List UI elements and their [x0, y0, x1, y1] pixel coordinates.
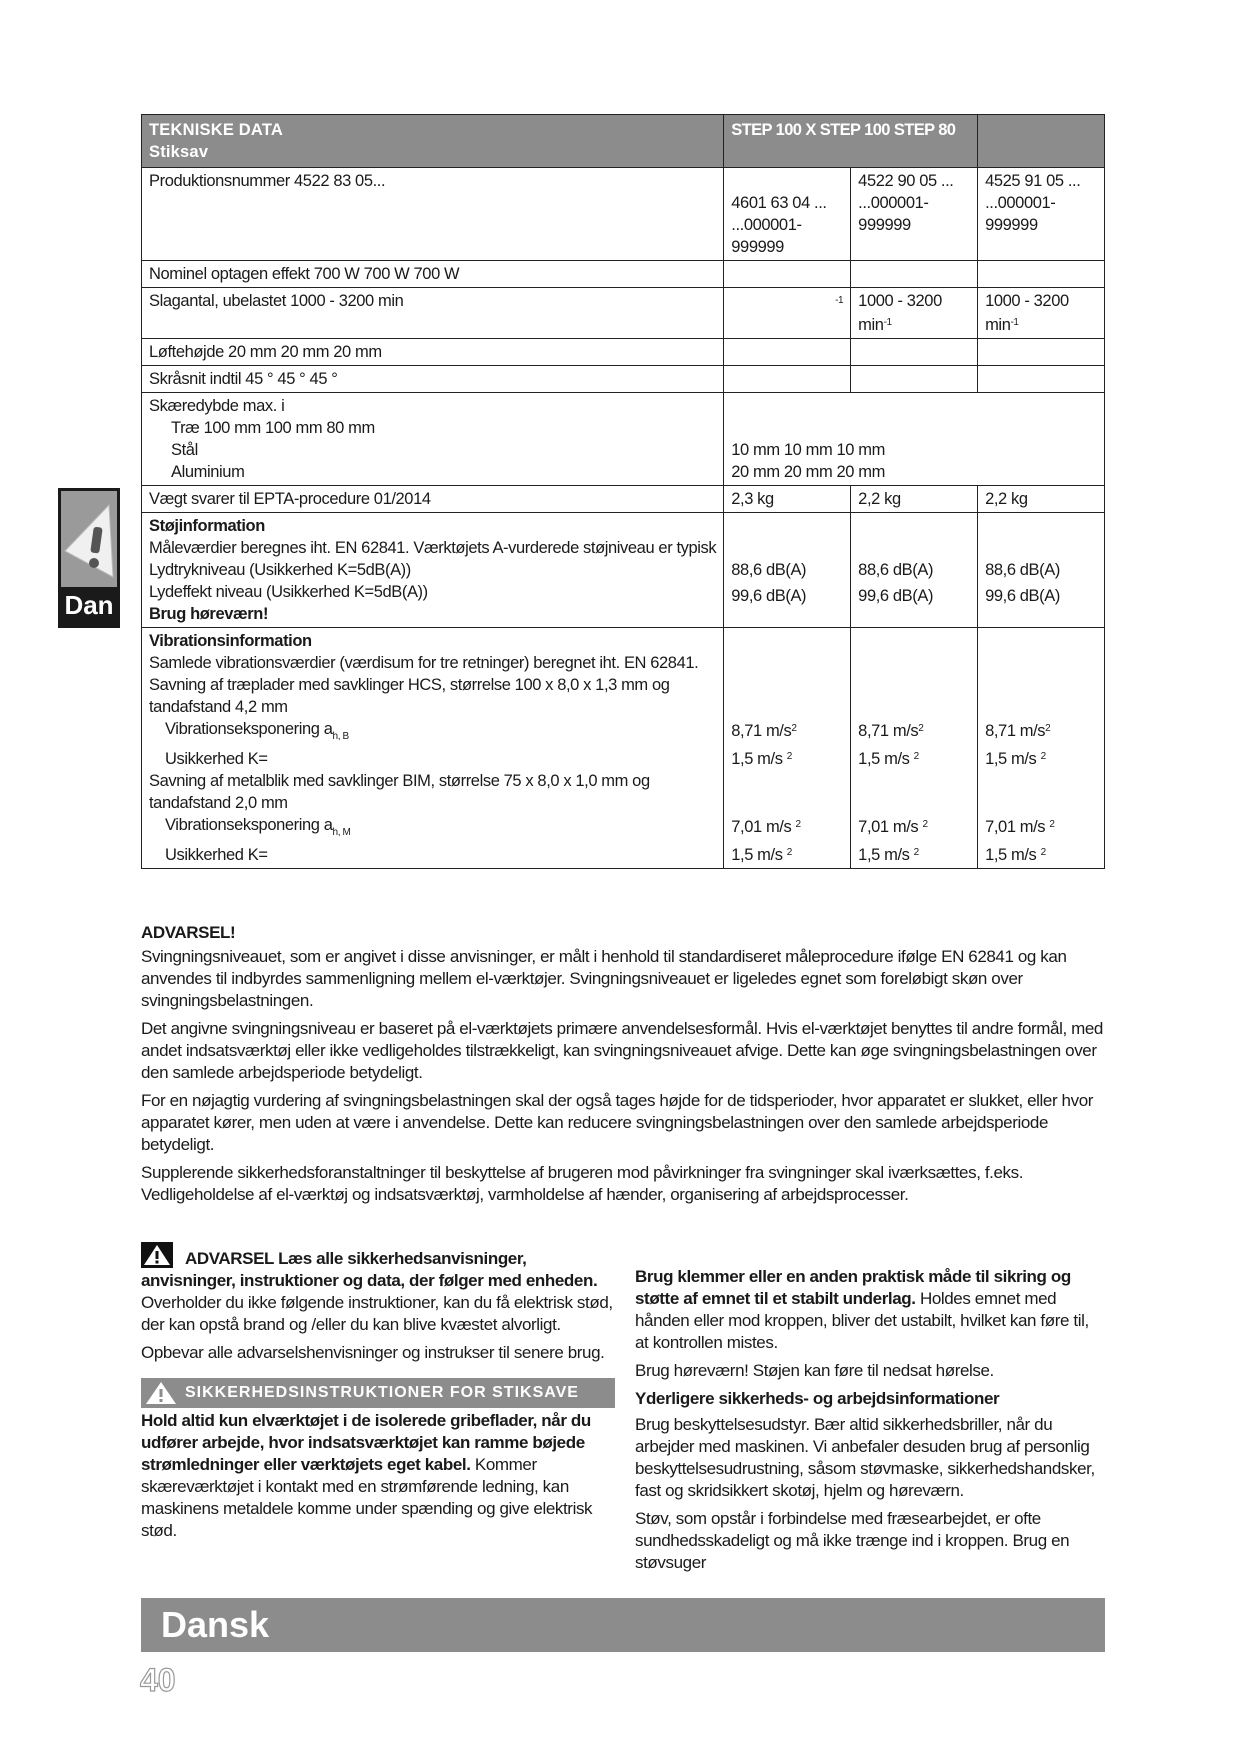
- warning-paragraph: For en nøjagtig vurdering af svingningsbelastningen skal der også tages højde for de tidsperioder, hvor apparatet er slukket, eller hvor apparatet kører, men uden at være i anvendelse. Dette kan reducere svingningsbelastningen over den samlede arbejdsperiode betydeligt.: [141, 1091, 1094, 1154]
- squared: 2: [1045, 723, 1051, 734]
- safety-warning-text: Overholder du ikke følgende instruktioner, kan du få elektrisk stød, der kan opstå brand og /eller du kan blive kvæstet alvorligt.: [141, 1293, 613, 1334]
- left-column: [141, 1242, 615, 1548]
- vibration-value: 1,5 m/s: [985, 846, 1037, 864]
- lift-label: Løftehøjde 20 mm 20 mm 20 mm: [142, 339, 724, 366]
- stroke-value: 1000 - 3200 min: [985, 292, 1069, 334]
- hold-instruction-bold: Hold altid kun elværktøjet i de isolerede gribeflader, når du udfører arbejde, hvor indsatsværktøjet kan ramme bøjede strømledninger eller værktøjets eget kabel.: [141, 1411, 591, 1474]
- table-row: [142, 628, 1105, 869]
- additional-info-heading: Yderligere sikkerheds- og arbejdsinformationer: [635, 1389, 1000, 1408]
- hearing-note: Brug høreværn! Støjen kan føre til nedsat hørelse.: [635, 1361, 994, 1380]
- noise-value: 88,6 dB(A): [731, 561, 807, 579]
- production-value: 4525 91 05 ...: [985, 172, 1081, 190]
- noise-pressure-label: Lydtrykniveau (Usikkerhed K=5dB(A)): [149, 561, 411, 579]
- noise-title: Støjinformation: [149, 517, 265, 535]
- weight-value: 2,3 kg: [724, 486, 851, 513]
- warning-triangle-icon: [141, 1242, 173, 1266]
- squared: 2: [786, 751, 792, 762]
- table-title: TEKNISKE DATA: [149, 121, 283, 139]
- info-paragraph: Støv, som opstår i forbindelse med fræsearbejdet, er ofte sundhedsskadeligt og må ikke trænge ind i kroppen. Brug en støvsuger: [635, 1509, 1070, 1572]
- technical-data-table: [141, 114, 1105, 869]
- model-names: STEP 100 X STEP 100 STEP 80: [724, 115, 978, 168]
- depth-alu-values: 20 mm 20 mm 20 mm: [731, 463, 885, 481]
- vibration-wood-text: Savning af træplader med savklinger HCS, størrelse 100 x 8,0 x 1,3 mm og: [149, 676, 670, 694]
- section-header: [141, 1378, 615, 1408]
- stroke-exponent: -1: [1010, 317, 1019, 328]
- vibration-value: 1,5 m/s: [731, 846, 783, 864]
- stroke-exponent: -1: [835, 295, 844, 306]
- noise-desc: Måleværdier beregnes iht. EN 62841. Værktøjets A-vurderede støjniveau er typisk: [149, 539, 717, 557]
- depth-wood: Træ 100 mm 100 mm 80 mm: [171, 419, 375, 437]
- hearing-protection: Brug høreværn!: [149, 605, 269, 623]
- info-paragraph: Brug beskyttelsesudstyr. Bær altid sikkerhedsbriller, når du arbejder med maskinen. Vi anbefaler desuden brug af personlig beskyttelsesudrustning, såsom støvmaske, sikkerhedshandsker, fast og skridsikkert skotøj, hjelm og høreværn.: [635, 1415, 1095, 1500]
- squared: 2: [913, 751, 919, 762]
- weight-value: 2,2 kg: [851, 486, 978, 513]
- table-row: [142, 261, 1105, 288]
- depth-steel-values: 10 mm 10 mm 10 mm: [731, 441, 885, 459]
- bevel-label: Skråsnit indtil 45 ° 45 ° 45 °: [142, 366, 724, 393]
- noise-value: 88,6 dB(A): [858, 561, 934, 579]
- power-label: Nominel optagen effekt 700 W 700 W 700 W: [142, 261, 724, 288]
- table-row: [142, 339, 1105, 366]
- weight-value: 2,2 kg: [978, 486, 1105, 513]
- noise-value: 99,6 dB(A): [985, 587, 1060, 605]
- safety-warning-heading: ADVARSEL Læs alle sikkerhedsanvisninger, anvisninger, instruktioner og data, der følger med enheden.: [141, 1249, 598, 1290]
- stroke-value: 1000 - 3200 min: [858, 292, 942, 334]
- table-row: [142, 393, 1105, 486]
- warning-triangle-icon: [145, 1381, 177, 1416]
- production-range: ...000001-999999: [731, 216, 802, 256]
- section-title: SIKKERHEDSINSTRUKTIONER FOR STIKSAVE: [185, 1384, 579, 1401]
- production-range: ...000001-999999: [985, 194, 1056, 234]
- stroke-exponent: -1: [883, 317, 892, 328]
- clamp-instruction-bold: Brug klemmer eller en anden praktisk måde til sikring og støtte af emnet til et stabilt underlag.: [635, 1267, 1071, 1308]
- squared: 2: [1049, 819, 1055, 830]
- table-row: [142, 486, 1105, 513]
- depth-steel: Stål: [171, 441, 198, 459]
- vibration-value: 8,71 m/s: [985, 722, 1046, 740]
- vibration-value: 8,71 m/s: [858, 722, 919, 740]
- noise-value: 99,6 dB(A): [731, 587, 807, 605]
- squared: 2: [791, 723, 797, 734]
- vibration-wood-text: tandafstand 4,2 mm: [149, 698, 288, 716]
- vibration-metal-text: tandafstand 2,0 mm: [149, 794, 288, 812]
- table-row: [142, 513, 1105, 628]
- footer-language: Dansk: [161, 1604, 270, 1645]
- vibration-title: Vibrationsinformation: [149, 632, 312, 650]
- vibration-value: 7,01 m/s: [731, 818, 792, 836]
- clamp-instruction-text: Holdes emnet med hånden eller mod kroppen, bliver det ustabilt, hvilket kan føre til, at kontrollen mistes.: [635, 1289, 1089, 1352]
- table-header: [142, 115, 1105, 168]
- vibration-value: 8,71 m/s: [731, 722, 792, 740]
- vibration-uncertainty-label: Usikkerhed K=: [165, 750, 268, 768]
- vibration-subscript: h, M: [332, 827, 351, 838]
- vibration-exposure-label: Vibrationseksponering a: [165, 816, 333, 834]
- noise-value: 88,6 dB(A): [985, 561, 1060, 579]
- production-value: 4601 63 04 ...: [731, 194, 827, 212]
- warning-title: ADVARSEL!: [141, 923, 236, 942]
- squared: 2: [795, 819, 801, 830]
- language-tab: [58, 488, 120, 628]
- noise-value: 99,6 dB(A): [858, 587, 934, 605]
- warning-icon: [61, 491, 117, 587]
- vibration-value: 7,01 m/s: [985, 818, 1046, 836]
- right-column: [635, 1266, 1105, 1580]
- vibration-value: 1,5 m/s: [858, 846, 910, 864]
- production-value: 4522 90 05 ...: [858, 172, 954, 190]
- depth-label: Skæredybde max. i: [149, 397, 285, 415]
- footer-language-bar: [141, 1598, 1105, 1652]
- depth-aluminium: Aluminium: [171, 463, 245, 481]
- vibration-uncertainty-label: Usikkerhed K=: [165, 846, 268, 864]
- page-number: 40: [140, 1662, 176, 1698]
- keep-instructions: Opbevar alle advarselshenvisninger og instrukser til senere brug.: [141, 1343, 605, 1362]
- vibration-value: 7,01 m/s: [858, 818, 919, 836]
- table-row: [142, 288, 1105, 339]
- production-label: Produktionsnummer 4522 83 05...: [142, 168, 724, 261]
- stroke-label: Slagantal, ubelastet 1000 - 3200 min: [142, 288, 724, 339]
- production-range: ...000001-999999: [858, 194, 929, 234]
- warning-section: [141, 922, 1105, 1212]
- vibration-value: 1,5 m/s: [985, 750, 1037, 768]
- vibration-exposure-label: Vibrationseksponering a: [165, 720, 333, 738]
- squared: 2: [1040, 847, 1046, 858]
- squared: 2: [913, 847, 919, 858]
- table-row: [142, 366, 1105, 393]
- vibration-metal-text: Savning af metalblik med savklinger BIM, størrelse 75 x 8,0 x 1,0 mm og: [149, 772, 650, 790]
- vibration-desc: Samlede vibrationsværdier (værdisum for tre retninger) beregnet iht. EN 62841.: [149, 654, 699, 672]
- noise-power-label: Lydeffekt niveau (Usikkerhed K=5dB(A)): [149, 583, 428, 601]
- warning-paragraph: Det angivne svingningsniveau er baseret på el-værktøjets primære anvendelsesformål. Hvis el-værktøjet benyttes til andre formål, med andet indsatsværktøj eller ikke vedligeholdes tilstrækkeligt, kan svingningsniveauet afvige. Dette kan øge svingningsbelastningen over den samlede arbejdsperiode betydeligt.: [141, 1019, 1103, 1082]
- squared: 2: [922, 819, 928, 830]
- squared: 2: [918, 723, 924, 734]
- squared: 2: [1040, 751, 1046, 762]
- language-tab-label: Dan: [64, 590, 114, 620]
- table-row: [142, 168, 1105, 261]
- warning-paragraph: Supplerende sikkerhedsforanstaltninger til beskyttelse af brugeren mod påvirkninger fra svingninger skal iværksættes, f.eks. Vedligeholdelse af el-værktøj og indsatsværktøj, varmholdelse af hænder, organisering af arbejdsprocesser.: [141, 1163, 1024, 1204]
- hold-instruction-text: Kommer skæreværktøjet i kontakt med en strømførende ledning, kan maskinens metaldele komme under spænding og give elektrisk stød.: [141, 1455, 593, 1540]
- weight-label: Vægt svarer til EPTA-procedure 01/2014: [142, 486, 724, 513]
- vibration-value: 1,5 m/s: [731, 750, 783, 768]
- vibration-value: 1,5 m/s: [858, 750, 910, 768]
- squared: 2: [786, 847, 792, 858]
- warning-paragraph: Svingningsniveauet, som er angivet i disse anvisninger, er målt i henhold til standardiseret måleprocedure ifølge EN 62841 og kan anvendes til indbyrdes sammenligning mellem el-værktøjer. Svingningsniveauet er ligeledes egnet som foreløbigt skøn over svingningsbelastningen.: [141, 947, 1067, 1010]
- table-subtitle: Stiksav: [149, 143, 209, 161]
- vibration-subscript: h, B: [332, 731, 349, 742]
